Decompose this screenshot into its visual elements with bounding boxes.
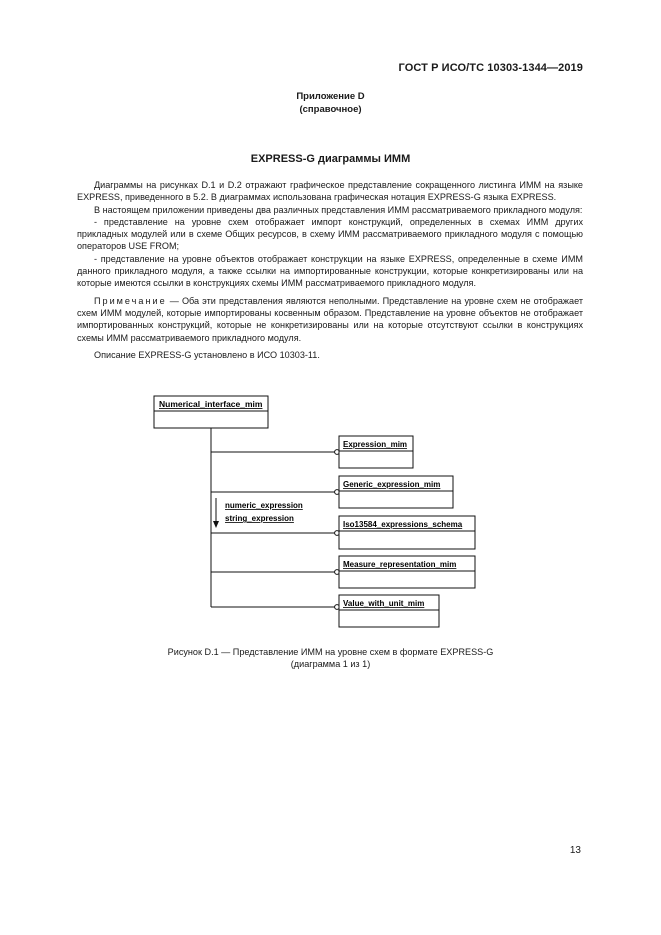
paragraph-3: - представление на уровне схем отображает импорт конструкций, определенных в схемах ИММ других прикладных модулей или в схеме Общих ресурсов, в схему ИММ рассматриваемого прикладного модуля с помощью операторов USE FROM; [77, 216, 583, 252]
target-schema-box [339, 476, 453, 508]
reference-label: string_expression [225, 514, 294, 523]
target-schema-box [339, 516, 475, 549]
target-schema-label: Value_with_unit_mim [343, 599, 425, 608]
standard-id: ГОСТ Р ИСО/ТС 10303-1344—2019 [398, 62, 583, 74]
paragraph-4: - представление на уровне объектов отображает конструкции на языке EXPRESS, определенные в схеме ИММ данного прикладного модуля, а также ссылки на импортированные конструкции, которые конкретизированы или на которые имеются ссылки в конструкциях схемы ИММ рассматриваемого прикладного модуля. [77, 253, 583, 289]
caption-line-2: (диаграмма 1 из 1) [290, 659, 371, 670]
note-label: Примечание [94, 295, 167, 306]
intro-text [77, 179, 583, 361]
paragraph-1: Диаграммы на рисунках D.1 и D.2 отражают графическое представление сокращенного листинга ИММ на языке EXPRESS, приведенного в 5.2. В диаграммах использована графическая нотация EXPRESS-G языка EXPRESS. [77, 180, 583, 203]
target-schema-label: Generic_expression_mim [343, 480, 441, 489]
caption-line-1: Рисунок D.1 — Представление ИММ на уровне схем в формате EXPRESS-G [167, 647, 494, 657]
target-schema-label: Iso13584_expressions_schema [343, 520, 463, 529]
reference-arrowhead [213, 521, 219, 528]
appendix-subtitle: (справочное) [299, 104, 362, 115]
appendix-title: Приложение D [296, 91, 365, 102]
appendix-heading [0, 90, 661, 116]
section-title: EXPRESS-G диаграммы ИММ [250, 153, 411, 165]
source-schema-box [154, 396, 268, 428]
target-schema-box [339, 595, 439, 627]
target-schema-box [339, 436, 413, 468]
page-number: 13 [569, 845, 581, 856]
figure-caption [0, 646, 661, 671]
paragraph-6: Описание EXPRESS-G установлено в ИСО 10303-11. [94, 349, 320, 360]
target-schema-label: Expression_mim [343, 440, 408, 449]
source-schema-label: Numerical_interface_mim [159, 399, 263, 409]
paragraph-2: В настоящем приложении приведены два различных представления ИММ рассматриваемого прикладного модуля: [94, 204, 583, 215]
reference-label: numeric_expression [225, 501, 303, 510]
target-schema-label: Measure_representation_mim [343, 560, 457, 569]
target-schema-box [339, 556, 475, 588]
express-g-diagram [150, 392, 480, 632]
note-paragraph [77, 295, 583, 344]
note-text: — Оба эти представления являются неполными. Представление на уровне схем не отображает схем ИММ модулей, которые импортированы косвенным образом. Представление на уровне объектов не отображает импортированных конструкций, которые не конкретизированы или на которые отсутствуют ссылки в конструкциях схемы ИММ рассматриваемого прикладного модуля. [77, 295, 583, 343]
